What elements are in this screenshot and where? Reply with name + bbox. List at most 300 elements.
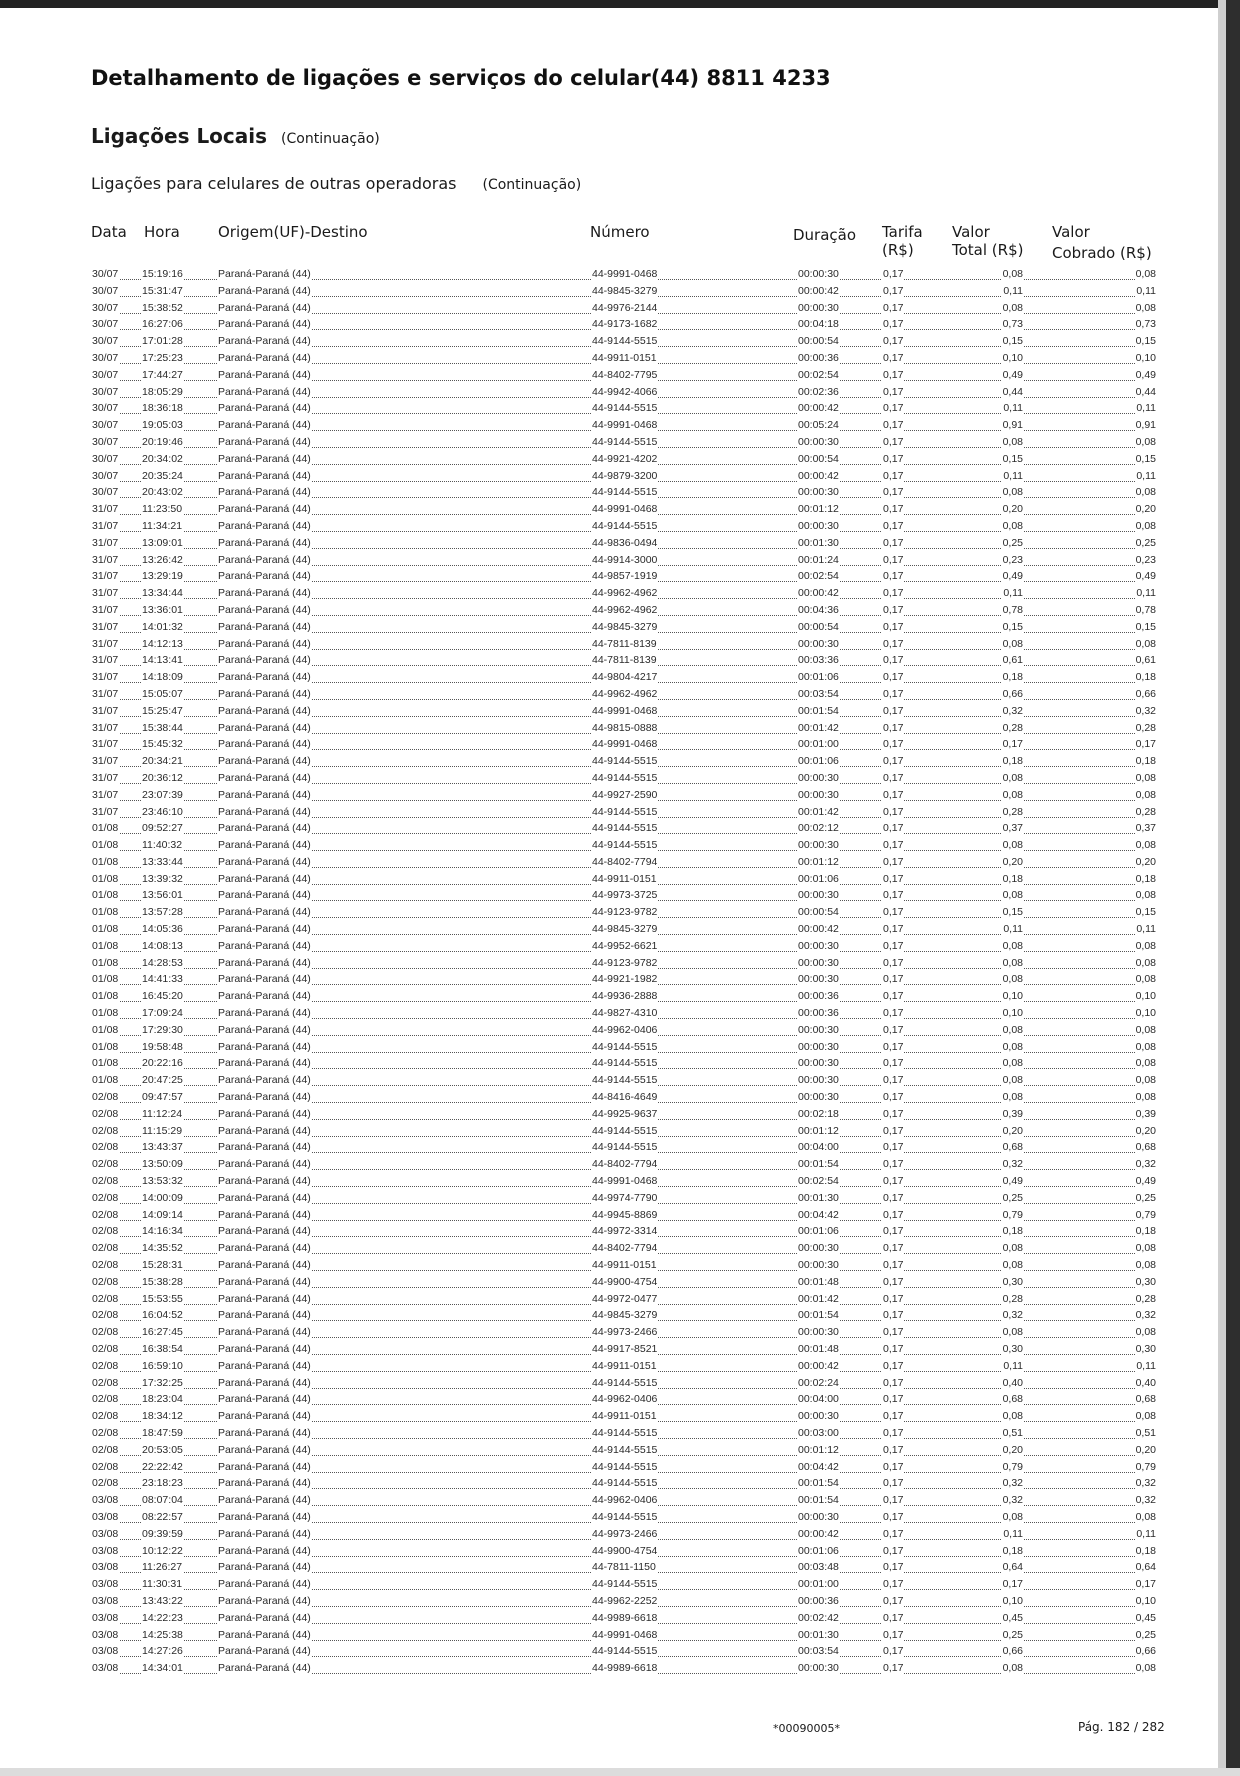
cell-data: 31/07 [92,704,119,717]
cell-valor-cobrado: 0,25 [1135,536,1156,549]
table-row [91,1274,1157,1291]
cell-data: 03/08 [92,1561,119,1574]
cell-valor-cobrado: 0,20 [1135,1443,1156,1456]
cell-valor-total: 0,18 [1002,1225,1023,1238]
cell-numero: 44-9123-9782 [592,906,658,919]
cell-origem-destino: Paraná-Paraná (44) [218,1158,311,1171]
cell-duracao: 00:00:30 [798,956,839,969]
cell-origem-destino: Paraná-Paraná (44) [218,889,311,902]
cell-valor-total: 0,08 [1002,1023,1023,1036]
cell-valor-total: 0,20 [1002,1124,1023,1137]
cell-origem-destino: Paraná-Paraná (44) [218,839,311,852]
cell-duracao: 00:01:54 [798,1494,839,1507]
cell-origem-destino: Paraná-Paraná (44) [218,486,311,499]
cell-valor-cobrado: 0,08 [1135,1242,1156,1255]
cell-tarifa: 0,17 [883,435,904,448]
table-row [91,1173,1157,1190]
cell-origem-destino: Paraná-Paraná (44) [218,637,311,650]
table-row [91,1324,1157,1341]
cell-valor-total: 0,17 [1002,738,1023,751]
cell-valor-total: 0,11 [1003,1359,1023,1372]
cell-duracao: 00:00:54 [798,335,839,348]
cell-valor-total: 0,79 [1002,1208,1023,1221]
cell-hora: 16:59:10 [142,1359,183,1372]
cell-hora: 14:41:33 [142,973,183,986]
cell-valor-total: 0,11 [1003,1527,1023,1540]
cell-origem-destino: Paraná-Paraná (44) [218,1259,311,1272]
cell-hora: 18:36:18 [142,402,183,415]
cell-valor-total: 0,61 [1002,654,1023,667]
cell-hora: 15:45:32 [142,738,183,751]
cell-tarifa: 0,17 [883,1443,904,1456]
cell-hora: 13:57:28 [142,906,183,919]
cell-numero: 44-9991-0468 [592,503,658,516]
cell-data: 01/08 [92,839,119,852]
cell-hora: 20:19:46 [142,435,183,448]
cell-hora: 11:15:29 [142,1124,183,1137]
cell-tarifa: 0,17 [883,805,904,818]
cell-data: 03/08 [92,1510,119,1523]
cell-numero: 44-9974-7790 [592,1191,658,1204]
cell-data: 31/07 [92,503,119,516]
cell-data: 01/08 [92,973,119,986]
cell-valor-cobrado: 0,11 [1136,923,1156,936]
cell-tarifa: 0,17 [883,351,904,364]
cell-numero: 44-9945-8869 [592,1208,658,1221]
cell-valor-cobrado: 0,18 [1135,755,1156,768]
cell-duracao: 00:04:00 [798,1393,839,1406]
cell-valor-total: 0,91 [1002,419,1023,432]
cell-hora: 14:25:38 [142,1628,183,1641]
cell-tarifa: 0,17 [883,1527,904,1540]
cell-valor-cobrado: 0,68 [1135,1141,1156,1154]
cell-valor-total: 0,32 [1002,1158,1023,1171]
cell-duracao: 00:00:30 [798,1242,839,1255]
cell-tarifa: 0,17 [883,1208,904,1221]
cell-numero: 44-9857-1919 [592,570,658,583]
cell-numero: 44-9144-5515 [592,755,658,768]
cell-numero: 44-9144-5515 [592,335,658,348]
cell-valor-total: 0,25 [1002,1628,1023,1641]
cell-hora: 20:47:25 [142,1074,183,1087]
cell-hora: 15:38:28 [142,1275,183,1288]
cell-numero: 44-9991-0468 [592,419,658,432]
cell-duracao: 00:00:36 [798,1007,839,1020]
cell-hora: 13:29:19 [142,570,183,583]
cell-valor-cobrado: 0,08 [1135,1410,1156,1423]
cell-tarifa: 0,17 [883,973,904,986]
cell-valor-total: 0,08 [1002,486,1023,499]
cell-hora: 15:38:52 [142,301,183,314]
cell-numero: 44-9144-5515 [592,1578,658,1591]
header-hora: Hora [144,223,180,241]
cell-valor-total: 0,08 [1002,637,1023,650]
cell-tarifa: 0,17 [883,906,904,919]
cell-hora: 11:23:50 [142,503,183,516]
cell-numero: 44-9962-4962 [592,587,658,600]
cell-numero: 44-9836-0494 [592,536,658,549]
table-row [91,417,1157,434]
cell-valor-total: 0,30 [1002,1275,1023,1288]
cell-data: 31/07 [92,671,119,684]
cell-duracao: 00:04:42 [798,1208,839,1221]
cell-duracao: 00:03:36 [798,654,839,667]
cell-origem-destino: Paraná-Paraná (44) [218,1309,311,1322]
cell-numero: 44-9144-5515 [592,805,658,818]
cell-hora: 19:05:03 [142,419,183,432]
cell-valor-total: 0,44 [1002,385,1023,398]
table-row [91,1492,1157,1509]
cell-data: 02/08 [92,1309,119,1322]
cell-numero: 44-9144-5515 [592,1124,658,1137]
cell-tarifa: 0,17 [883,1460,904,1473]
cell-hora: 14:01:32 [142,620,183,633]
cell-data: 02/08 [92,1343,119,1355]
cell-valor-total: 0,32 [1002,1494,1023,1507]
table-row [91,1576,1157,1593]
cell-data: 02/08 [92,1191,119,1204]
cell-numero: 44-9991-0468 [592,1175,658,1188]
document-code: *00090005* [773,1722,840,1735]
cell-origem-destino: Paraná-Paraná (44) [218,855,311,868]
cell-duracao: 00:01:54 [798,1158,839,1171]
cell-duracao: 00:00:30 [798,486,839,499]
cell-origem-destino: Paraná-Paraná (44) [218,351,311,364]
cell-numero: 44-9976-2144 [592,301,658,314]
cell-origem-destino: Paraná-Paraná (44) [218,704,311,717]
table-row [91,1207,1157,1224]
header-numero: Número [590,223,650,241]
cell-origem-destino: Paraná-Paraná (44) [218,671,311,684]
cell-numero: 44-9991-0468 [592,738,658,751]
cell-origem-destino: Paraná-Paraná (44) [218,368,311,381]
cell-valor-total: 0,20 [1002,1443,1023,1456]
cell-origem-destino: Paraná-Paraná (44) [218,570,311,583]
cell-hora: 18:23:04 [142,1393,183,1406]
cell-numero: 44-9144-5515 [592,519,658,532]
cell-valor-total: 0,10 [1002,990,1023,1003]
cell-tarifa: 0,17 [883,1628,904,1641]
cell-hora: 11:12:24 [142,1107,183,1120]
cell-numero: 44-9144-5515 [592,435,658,448]
table-row [91,1005,1157,1022]
cell-valor-cobrado: 0,20 [1135,1124,1156,1137]
cell-valor-total: 0,49 [1002,570,1023,583]
cell-numero: 44-9911-0151 [592,872,657,885]
header-valor-cobrado-line2: Cobrado (R$) [1052,244,1152,262]
cell-valor-total: 0,20 [1002,855,1023,868]
table-row [91,283,1157,300]
cell-data: 31/07 [92,721,119,734]
table-row [91,921,1157,938]
cell-valor-total: 0,40 [1002,1376,1023,1389]
cell-tarifa: 0,17 [883,788,904,801]
cell-data: 30/07 [92,385,119,398]
cell-valor-cobrado: 0,64 [1135,1561,1156,1574]
cell-duracao: 00:00:30 [798,519,839,532]
cell-origem-destino: Paraná-Paraná (44) [218,1141,311,1154]
table-row [91,266,1157,283]
cell-hora: 16:27:06 [142,318,183,331]
cell-hora: 08:22:57 [142,1510,183,1523]
table-row [91,1089,1157,1106]
cell-duracao: 00:01:06 [798,1225,839,1238]
cell-numero: 44-9144-5515 [592,1376,658,1389]
cell-tarifa: 0,17 [883,721,904,734]
cell-data: 31/07 [92,738,119,751]
cell-duracao: 00:01:24 [798,553,839,566]
cell-numero: 44-9900-4754 [592,1275,658,1288]
cell-valor-total: 0,66 [1002,1645,1023,1658]
cell-duracao: 00:00:30 [798,1662,839,1675]
cell-valor-total: 0,64 [1002,1561,1023,1574]
cell-tarifa: 0,17 [883,1292,904,1305]
cell-numero: 44-8416-4649 [592,1091,658,1104]
cell-valor-cobrado: 0,08 [1135,486,1156,499]
cell-numero: 44-9921-4202 [592,452,658,465]
cell-numero: 44-9144-5515 [592,1460,658,1473]
cell-data: 30/07 [92,335,119,348]
cell-duracao: 00:00:36 [798,1594,839,1607]
cell-tarifa: 0,17 [883,738,904,751]
cell-numero: 44-9144-5515 [592,1443,658,1456]
cell-hora: 13:34:44 [142,587,183,600]
cell-data: 03/08 [92,1494,119,1507]
cell-numero: 44-9936-2888 [592,990,658,1003]
cell-origem-destino: Paraná-Paraná (44) [218,755,311,768]
cell-valor-total: 0,28 [1002,721,1023,734]
cell-hora: 16:27:45 [142,1326,183,1339]
cell-tarifa: 0,17 [883,570,904,583]
header-valor-total-line2: Total (R$) [952,241,1024,259]
cell-hora: 20:53:05 [142,1443,183,1456]
cell-data: 02/08 [92,1443,119,1456]
cell-duracao: 00:00:30 [798,1259,839,1272]
cell-numero: 44-9962-4962 [592,603,658,616]
cell-data: 31/07 [92,755,119,768]
cell-valor-total: 0,79 [1002,1460,1023,1473]
cell-tarifa: 0,17 [883,1359,904,1372]
cell-valor-cobrado: 0,32 [1135,1158,1156,1171]
cell-hora: 17:25:23 [142,351,183,364]
cell-duracao: 00:00:30 [798,1040,839,1053]
cell-tarifa: 0,17 [883,368,904,381]
scan-edge-right [1226,0,1240,1776]
cell-hora: 15:25:47 [142,704,183,717]
cell-valor-total: 0,08 [1002,1326,1023,1339]
cell-valor-total: 0,15 [1002,906,1023,919]
cell-data: 31/07 [92,536,119,549]
table-row [91,1375,1157,1392]
cell-duracao: 00:03:00 [798,1426,839,1439]
cell-hora: 15:19:16 [142,268,183,280]
cell-valor-cobrado: 0,37 [1135,822,1156,835]
table-row [91,1223,1157,1240]
cell-duracao: 00:01:54 [798,704,839,717]
cell-duracao: 00:03:48 [798,1561,839,1574]
cell-origem-destino: Paraná-Paraná (44) [218,939,311,952]
cell-duracao: 00:04:00 [798,1141,839,1154]
cell-origem-destino: Paraná-Paraná (44) [218,301,311,314]
cell-tarifa: 0,17 [883,1393,904,1406]
cell-data: 01/08 [92,1023,119,1036]
cell-tarifa: 0,17 [883,1124,904,1137]
cell-tarifa: 0,17 [883,755,904,768]
cell-hora: 14:35:52 [142,1242,183,1255]
cell-duracao: 00:01:12 [798,855,839,868]
cell-tarifa: 0,17 [883,1259,904,1272]
cell-valor-total: 0,11 [1003,402,1023,415]
cell-valor-cobrado: 0,08 [1135,301,1156,314]
cell-numero: 44-9144-5515 [592,1645,658,1658]
cell-origem-destino: Paraná-Paraná (44) [218,822,311,835]
cell-numero: 44-9972-3314 [592,1225,658,1238]
cell-numero: 44-9879-3200 [592,469,658,482]
cell-tarifa: 0,17 [883,1376,904,1389]
subsection-note: (Continuação) [482,177,582,193]
cell-origem-destino: Paraná-Paraná (44) [218,1074,311,1087]
cell-valor-total: 0,49 [1002,1175,1023,1188]
cell-valor-cobrado: 0,08 [1135,839,1156,852]
cell-hora: 11:40:32 [142,839,183,852]
cell-origem-destino: Paraná-Paraná (44) [218,1578,311,1591]
cell-origem-destino: Paraná-Paraná (44) [218,1023,311,1036]
cell-valor-total: 0,08 [1002,435,1023,448]
cell-hora: 13:09:01 [142,536,183,549]
cell-data: 02/08 [92,1225,119,1238]
cell-hora: 18:05:29 [142,385,183,398]
cell-valor-cobrado: 0,08 [1135,889,1156,902]
cell-hora: 16:38:54 [142,1343,183,1355]
cell-valor-total: 0,25 [1002,536,1023,549]
cell-tarifa: 0,17 [883,318,904,331]
cell-numero: 44-9989-6618 [592,1662,658,1675]
cell-tarifa: 0,17 [883,923,904,936]
cell-hora: 14:22:23 [142,1611,183,1624]
section-title: Ligações Locais [91,124,268,148]
cell-tarifa: 0,17 [883,1343,904,1355]
table-row [91,585,1157,602]
cell-hora: 13:53:32 [142,1175,183,1188]
subsection-title: Ligações para celulares de outras operadoras [91,174,457,193]
table-row [91,804,1157,821]
cell-data: 30/07 [92,284,119,297]
table-row [91,1610,1157,1627]
cell-duracao: 00:00:30 [798,268,839,280]
cell-tarifa: 0,17 [883,419,904,432]
cell-duracao: 00:02:54 [798,1175,839,1188]
cell-valor-cobrado: 0,28 [1135,721,1156,734]
cell-tarifa: 0,17 [883,587,904,600]
cell-origem-destino: Paraná-Paraná (44) [218,1628,311,1641]
cell-duracao: 00:01:42 [798,1292,839,1305]
cell-tarifa: 0,17 [883,452,904,465]
cell-hora: 11:26:27 [142,1561,183,1574]
cell-valor-total: 0,25 [1002,1191,1023,1204]
cell-data: 30/07 [92,368,119,381]
cell-valor-total: 0,11 [1003,469,1023,482]
cell-valor-cobrado: 0,32 [1135,1477,1156,1490]
cell-duracao: 00:01:42 [798,805,839,818]
cell-duracao: 00:01:06 [798,755,839,768]
cell-duracao: 00:01:30 [798,1628,839,1641]
cell-duracao: 00:01:30 [798,536,839,549]
cell-valor-cobrado: 0,32 [1135,1309,1156,1322]
cell-valor-cobrado: 0,79 [1135,1208,1156,1221]
cell-hora: 14:18:09 [142,671,183,684]
cell-data: 02/08 [92,1376,119,1389]
cell-data: 01/08 [92,990,119,1003]
table-row [91,1358,1157,1375]
cell-origem-destino: Paraná-Paraná (44) [218,1443,311,1456]
cell-valor-cobrado: 0,11 [1136,1359,1156,1372]
table-row [91,333,1157,350]
cell-hora: 11:30:31 [142,1578,183,1591]
cell-valor-total: 0,08 [1002,519,1023,532]
header-origem-destino: Origem(UF)-Destino [218,223,368,241]
cell-data: 30/07 [92,469,119,482]
cell-valor-cobrado: 0,18 [1135,872,1156,885]
table-row [91,1291,1157,1308]
cell-valor-cobrado: 0,11 [1136,1527,1156,1540]
cell-valor-cobrado: 0,49 [1135,1175,1156,1188]
cell-duracao: 00:00:42 [798,923,839,936]
cell-duracao: 00:02:18 [798,1107,839,1120]
cell-duracao: 00:05:24 [798,419,839,432]
table-row [91,1593,1157,1610]
table-row [91,552,1157,569]
cell-hora: 08:07:04 [142,1494,183,1507]
cell-valor-cobrado: 0,18 [1135,1544,1156,1557]
cell-duracao: 00:04:36 [798,603,839,616]
cell-valor-cobrado: 0,44 [1135,385,1156,398]
cell-valor-cobrado: 0,20 [1135,855,1156,868]
cell-origem-destino: Paraná-Paraná (44) [218,1326,311,1339]
cell-tarifa: 0,17 [883,519,904,532]
cell-data: 31/07 [92,637,119,650]
cell-valor-total: 0,08 [1002,1074,1023,1087]
cell-data: 02/08 [92,1259,119,1272]
cell-origem-destino: Paraná-Paraná (44) [218,1426,311,1439]
cell-valor-cobrado: 0,08 [1135,771,1156,784]
cell-tarifa: 0,17 [883,1662,904,1675]
cell-valor-total: 0,45 [1002,1611,1023,1624]
table-row [91,787,1157,804]
cell-numero: 44-7811-1150 [592,1561,656,1574]
cell-valor-total: 0,37 [1002,822,1023,835]
cell-hora: 23:46:10 [142,805,183,818]
table-row [91,1106,1157,1123]
table-row [91,720,1157,737]
table-row [91,1459,1157,1476]
cell-valor-total: 0,11 [1003,587,1023,600]
cell-origem-destino: Paraná-Paraná (44) [218,1393,311,1406]
cell-valor-cobrado: 0,08 [1135,637,1156,650]
cell-tarifa: 0,17 [883,1561,904,1574]
cell-valor-cobrado: 0,17 [1135,738,1156,751]
cell-valor-cobrado: 0,08 [1135,1057,1156,1070]
table-row [91,871,1157,888]
cell-duracao: 00:00:30 [798,939,839,952]
cell-data: 03/08 [92,1662,119,1675]
cell-valor-total: 0,08 [1002,1410,1023,1423]
cell-valor-cobrado: 0,08 [1135,1091,1156,1104]
cell-valor-total: 0,20 [1002,503,1023,516]
cell-valor-total: 0,08 [1002,939,1023,952]
cell-valor-total: 0,08 [1002,973,1023,986]
cell-valor-total: 0,08 [1002,1040,1023,1053]
table-row [91,636,1157,653]
